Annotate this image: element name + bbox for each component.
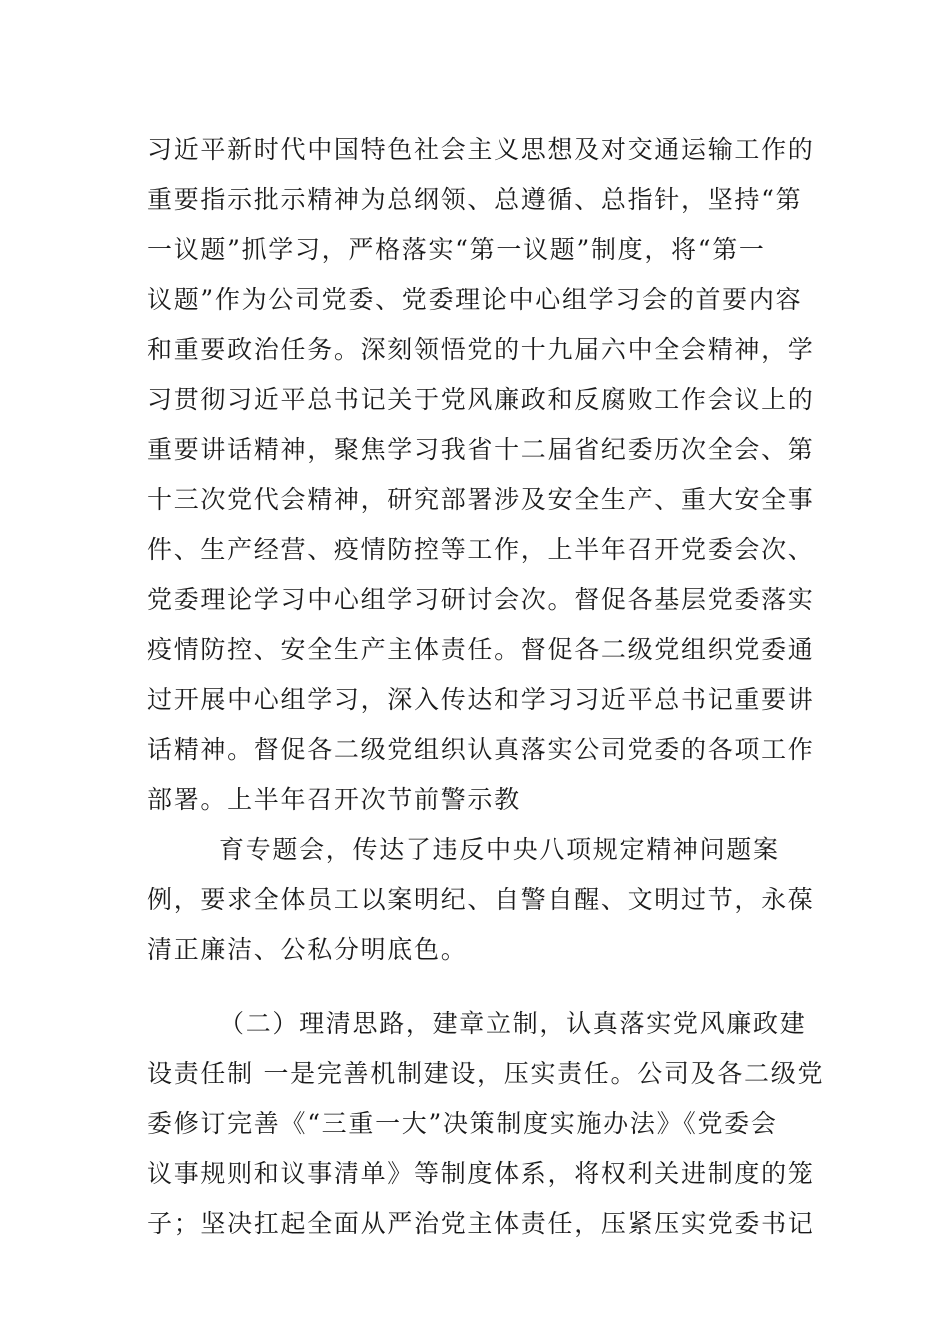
paragraph-line: 子；坚决扛起全面从严治党主体责任，压紧压实党委书记 <box>147 1209 815 1238</box>
paragraph-line: 习近平新时代中国特色社会主义思想及对交通运输工作的 <box>147 135 815 164</box>
section-heading-line: （二）理清思路，建章立制，认真落实党风廉政建 <box>219 1009 807 1038</box>
paragraph-line: 育专题会，传达了违反中央八项规定精神问题案 <box>219 835 780 864</box>
paragraph-line: 例，要求全体员工以案明纪、自警自醒、文明过节，永葆 <box>147 885 815 914</box>
paragraph-line: 和重要政治任务。深刻领悟党的十九届六中全会精神，学 <box>147 335 815 364</box>
paragraph-line: 件、生产经营、疫情防控等工作，上半年召开党委会次、 <box>147 535 815 564</box>
paragraph-line: 部署。上半年召开次节前警示教 <box>147 785 521 814</box>
paragraph-line: 话精神。督促各二级党组织认真落实公司党委的各项工作 <box>147 735 815 764</box>
paragraph-line: 疫情防控、安全生产主体责任。督促各二级党组织党委通 <box>147 635 815 664</box>
paragraph-line: 十三次党代会精神，研究部署涉及安全生产、重大安全事 <box>147 485 815 514</box>
paragraph-line: 一议题”抓学习，严格落实“第一议题”制度，将“第一 <box>147 235 766 264</box>
paragraph-line: 习贯彻习近平总书记关于党风廉政和反腐败工作会议上的 <box>147 385 815 414</box>
paragraph-line: 委修订完善《“三重一大”决策制度实施办法》《党委会 <box>147 1109 778 1138</box>
paragraph-line: 设责任制 一是完善机制建设，压实责任。公司及各二级党 <box>147 1059 825 1088</box>
paragraph-line: 议事规则和议事清单》等制度体系，将权利关进制度的笼 <box>147 1159 815 1188</box>
paragraph-line: 重要指示批示精神为总纲领、总遵循、总指针，坚持“第 <box>147 185 803 214</box>
paragraph-line: 清正廉洁、公私分明底色。 <box>147 935 468 964</box>
paragraph-line: 党委理论学习中心组学习研讨会次。督促各基层党委落实 <box>147 585 815 614</box>
paragraph-line: 重要讲话精神，聚焦学习我省十二届省纪委历次全会、第 <box>147 435 815 464</box>
paragraph-line: 议题”作为公司党委、党委理论中心组学习会的首要内容 <box>147 285 803 314</box>
paragraph-line: 过开展中心组学习，深入传达和学习习近平总书记重要讲 <box>147 685 815 714</box>
